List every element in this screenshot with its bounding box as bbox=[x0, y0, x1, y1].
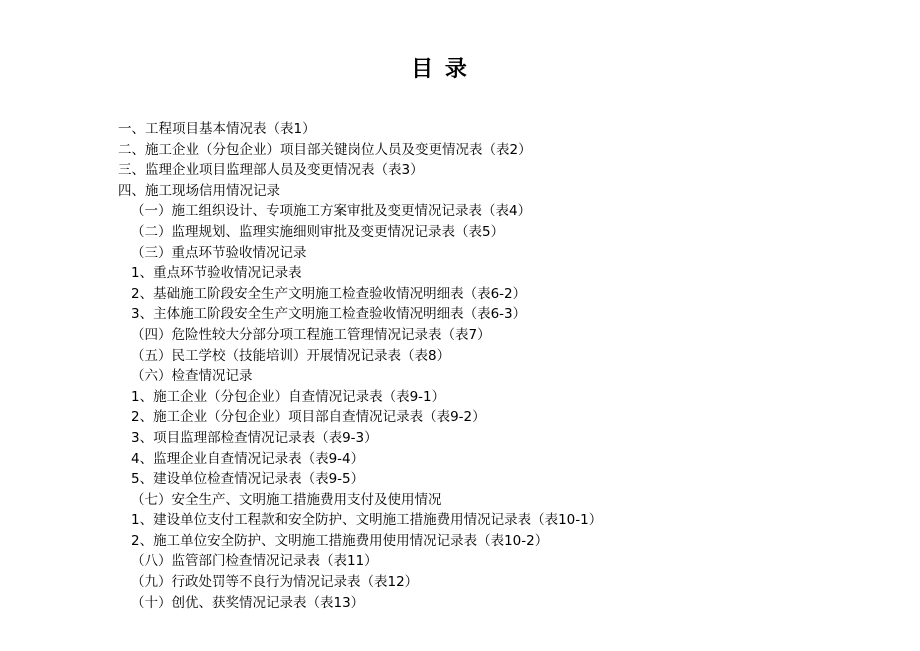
toc-entry[interactable]: 5、建设单位检查情况记录表（表9-5） bbox=[131, 471, 365, 488]
toc-entry[interactable]: （二）监理规划、监理实施细则审批及变更情况记录表（表5） bbox=[131, 223, 505, 240]
toc-entry[interactable]: 四、施工现场信用情况记录 bbox=[118, 182, 280, 199]
toc-entry[interactable]: 1、施工企业（分包企业）自查情况记录表（表9-1） bbox=[131, 388, 446, 405]
toc-entry[interactable]: 3、项目监理部检查情况记录表（表9-3） bbox=[131, 429, 378, 446]
page-title: 目 录 bbox=[411, 57, 469, 82]
toc-entry[interactable]: 1、重点环节验收情况记录表 bbox=[131, 265, 302, 282]
toc-entry[interactable]: （五）民工学校（技能培训）开展情况记录表（表8） bbox=[131, 347, 451, 364]
toc-entry[interactable]: 2、基础施工阶段安全生产文明施工检查验收情况明细表（表6-2） bbox=[131, 285, 527, 302]
toc-entry[interactable]: 3、主体施工阶段安全生产文明施工检查验收情况明细表（表6-3） bbox=[131, 306, 527, 323]
toc-entry[interactable]: 2、施工单位安全防护、文明施工措施费用使用情况记录表（表10-2） bbox=[131, 532, 549, 549]
toc-entry[interactable]: 二、施工企业（分包企业）项目部关键岗位人员及变更情况表（表2） bbox=[118, 141, 532, 158]
toc-entry[interactable]: （九）行政处罚等不良行为情况记录表（表12） bbox=[131, 574, 419, 591]
toc-entry[interactable]: （七）安全生产、文明施工措施费用支付及使用情况 bbox=[131, 491, 442, 508]
toc-entry[interactable]: （三）重点环节验收情况记录 bbox=[131, 244, 307, 261]
toc-entry[interactable]: 1、建设单位支付工程款和安全防护、文明施工措施费用情况记录表（表10-1） bbox=[131, 512, 603, 529]
toc-entry[interactable]: （八）监管部门检查情况记录表（表11） bbox=[131, 553, 378, 570]
toc-entry[interactable]: 一、工程项目基本情况表（表1） bbox=[118, 121, 316, 137]
toc-entry[interactable]: （四）危险性较大分部分项工程施工管理情况记录表（表7） bbox=[131, 326, 491, 343]
toc-entry[interactable]: （一）施工组织设计、专项施工方案审批及变更情况记录表（表4） bbox=[131, 203, 532, 220]
toc-entry[interactable]: 4、监理企业自查情况记录表（表9-4） bbox=[131, 450, 365, 467]
toc-entry[interactable]: （六）检查情况记录 bbox=[131, 368, 253, 385]
table-of-contents bbox=[0, 119, 920, 613]
toc-entry[interactable]: 2、施工企业（分包企业）项目部自查情况记录表（表9-2） bbox=[131, 409, 486, 426]
toc-entry[interactable]: （十）创优、获奖情况记录表（表13） bbox=[131, 594, 365, 611]
toc-entry[interactable]: 三、监理企业项目监理部人员及变更情况表（表3） bbox=[118, 162, 424, 179]
